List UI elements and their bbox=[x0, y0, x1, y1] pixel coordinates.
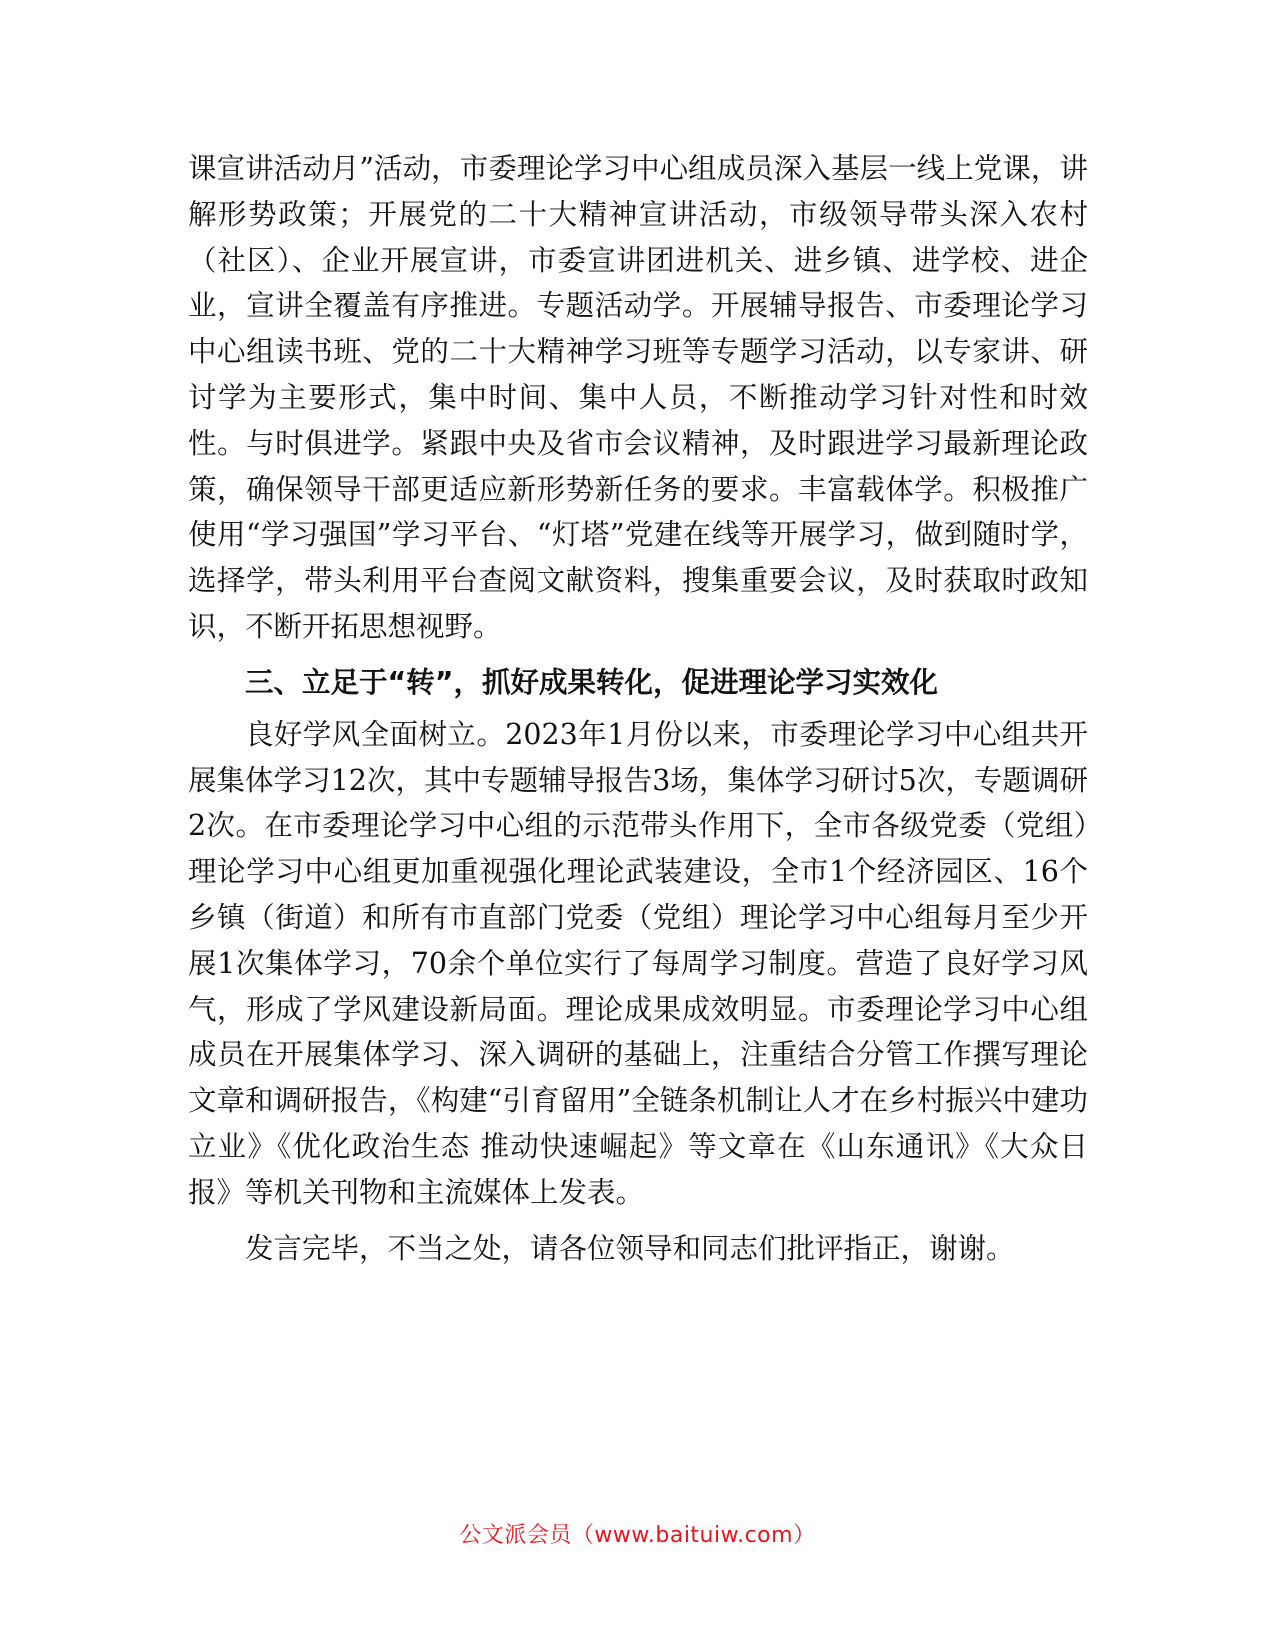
closing-remarks: 发言完毕，不当之处，请各位领导和同志们批评指正，谢谢。 bbox=[245, 1231, 1015, 1265]
paragraph-continued: 课宣讲活动月”活动，市委理论学习中心组成员深入基层一线上党课，讲解形势政策；开展党的二十大精神宣讲活动，市级领导带头深入农村（社区）、企业开展宣讲，市委宣讲团进机关、进乡镇、进学校、进企业，宣讲全覆盖有序推进。专题活动学。开展辅导报告、市委理论学习中心组读书班、党的二十大精神学习班等专题学习活动，以专家讲、研讨学为主要形式，集中时间、集中人员，不断推动学习针对性和时效性。与时俱进学。紧跟中央及省市会议精神，及时跟进学习最新理论政策，确保领导干部更适应新形势新任务的要求。丰富载体学。积极推广使用“学习强国”学习平台、“灯塔”党建在线等开展学习，做到随时学，选择学，带头利用平台查阅文献资料，搜集重要会议，及时获取时政知识，不断开拓思想视野。 bbox=[188, 152, 1088, 643]
paragraph-results: 良好学风全面树立。2023年1月份以来，市委理论学习中心组共开展集体学习12次，其中专题辅导报告3场，集体学习研讨5次，专题调研2次。在市委理论学习中心组的示范带头作用下，全市各级党委（党组）理论学习中心组更加重视强化理论武装建设，全市1个经济园区、16个乡镇（街道）和所有市直部门党委（党组）理论学习中心组每月至少开展1次集体学习，70余个单位实行了每周学习制度。营造了良好学习风气，形成了学风建设新局面。理论成果成效明显。市委理论学习中心组成员在开展集体学习、深入调研的基础上，注重结合分管工作撰写理论文章和调研报告，《构建“引育留用”全链条机制让人才在乡村振兴中建功立业》《优化政治生态 推动快速崛起》等文章在《山东通讯》《大众日报》等机关刊物和主流媒体上发表。 bbox=[188, 717, 1088, 1209]
document-body bbox=[188, 146, 1088, 1271]
footer-watermark-link[interactable]: 公文派会员（www.baituiw.com） bbox=[459, 1523, 816, 1548]
section-heading-3: 三、立足于“转”，抓好成果转化，促进理论学习实效化 bbox=[245, 665, 938, 699]
